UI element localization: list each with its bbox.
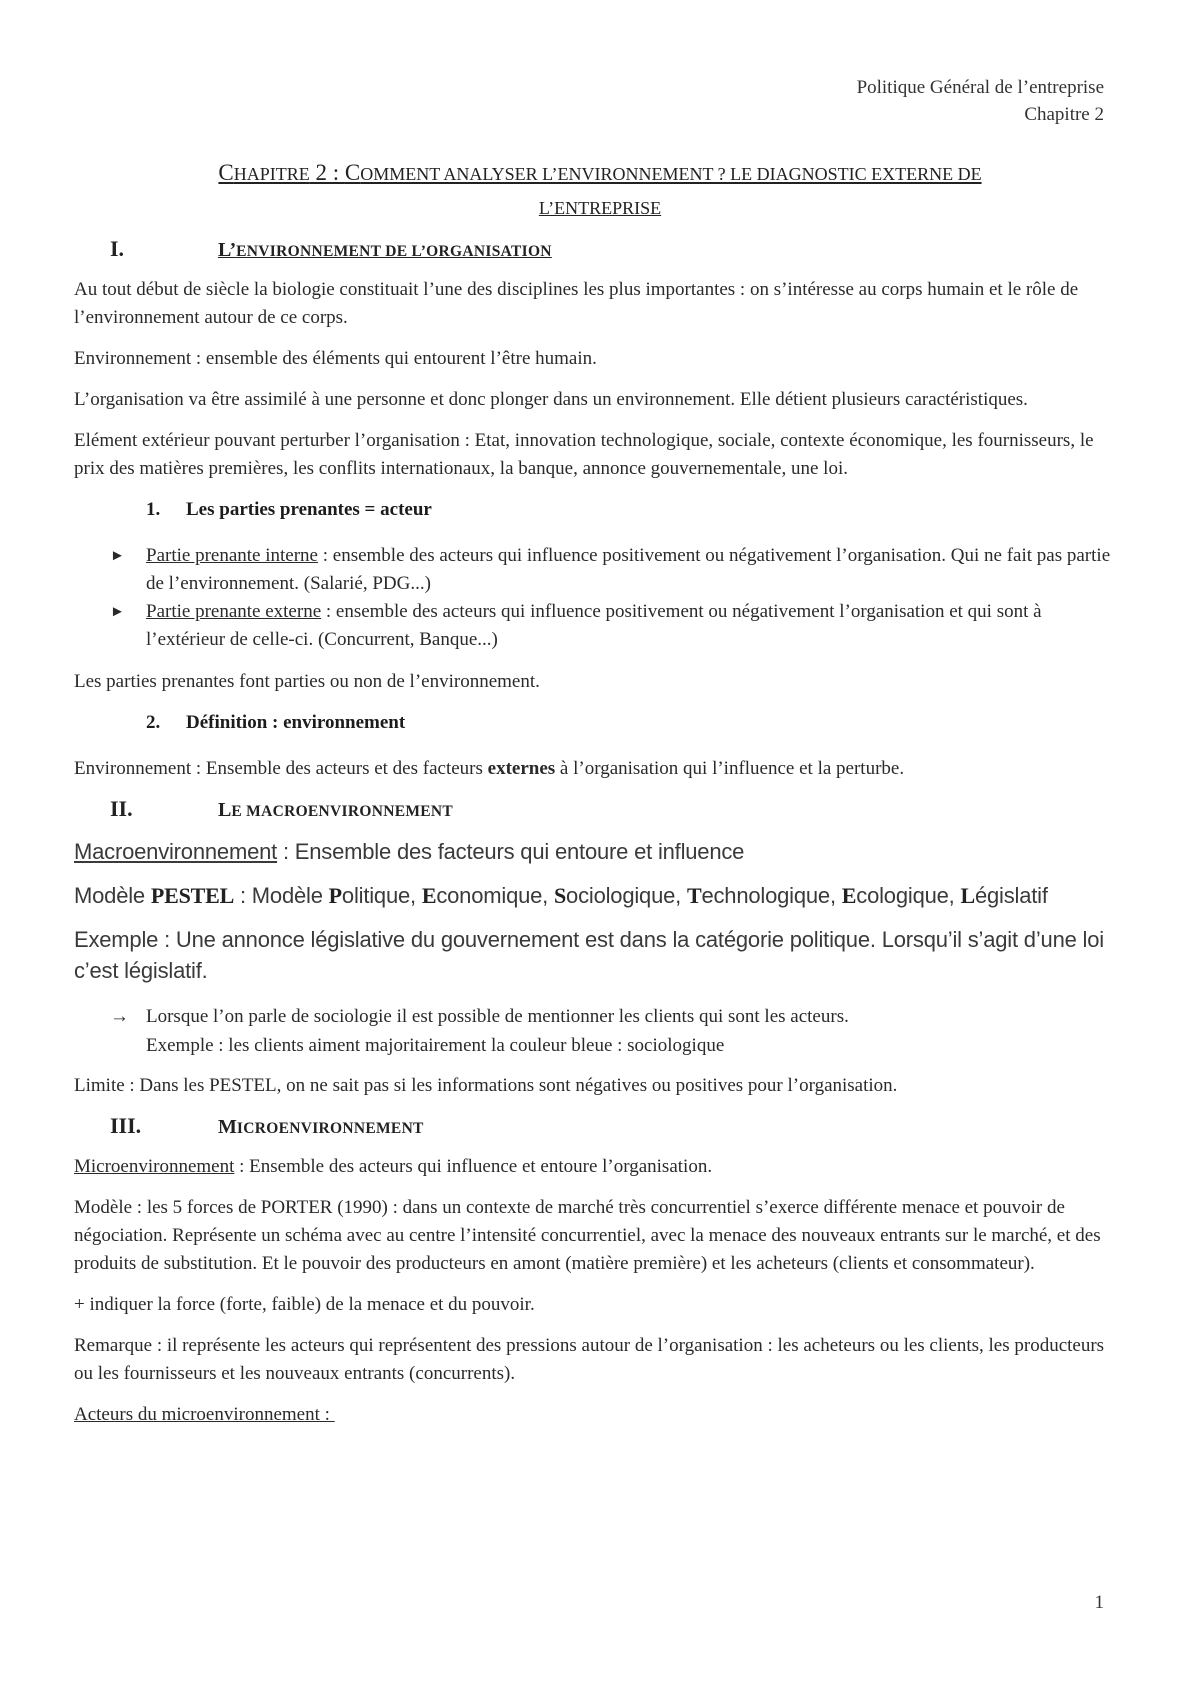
document-body: [74, 236, 1124, 1442]
section-heading-2: [74, 796, 1124, 822]
section-number: II.: [110, 796, 133, 821]
paragraph: Remarque : il représente les acteurs qui représentent des pressions autour de l’organisation : les acheteurs ou les clients, les producteurs ou les fournisseurs et les nouveaux entrants (concurrents).: [74, 1335, 1105, 1384]
paragraph: L’organisation va être assimilé à une personne et donc plonger dans un environnement. Elle détient plusieurs caractéristiques.: [74, 389, 1028, 410]
paragraph: Au tout début de siècle la biologie constituait l’une des disciplines les plus importantes : on s’intéresse au corps humain et le rôle de l’environnement autour de ce corps.: [74, 279, 1079, 328]
paragraph: Modèle : les 5 forces de PORTER (1990) : dans un contexte de marché très concurrentiel s’exerce différente menace et pouvoir de négociation. Représente un schéma avec au centre l’intensité concurrentiel, avec la menace des nouveaux entrants sur le marché, et des produits de substitution. Et le pouvoir des producteurs en amont (matière première) et les acheteurs (clients et consommateur).: [74, 1197, 1101, 1274]
section-title: LE MACROENVIRONNEMENT: [218, 799, 454, 821]
chapter-title: [74, 156, 1126, 225]
paragraph: Limite : Dans les PESTEL, on ne sait pas si les informations sont négatives ou positives pour l’organisation.: [74, 1075, 898, 1096]
triangle-bullet-icon: ►: [110, 548, 125, 564]
pestel-line: Modèle PESTEL : Modèle Politique, Economique, Sociologique, Technologique, Ecologique, Législatif: [74, 883, 1048, 908]
arrow-note: → Lorsque l’on parle de sociologie il est possible de mentionner les clients qui sont les acteurs. Exemple : les clients aiment majoritairement la couleur bleue : sociologique: [74, 1002, 1124, 1060]
chapter-title-line2: L’ENTREPRISE: [538, 198, 662, 218]
paragraph: Microenvironnement : Ensemble des acteurs qui influence et entoure l’organisation.: [74, 1156, 713, 1177]
subsection-heading-2: 2. Définition : environnement: [146, 712, 406, 733]
subsection-heading-1: 1. Les parties prenantes = acteur: [146, 499, 432, 520]
header-course-title: Politique Général de l’entreprise: [856, 77, 1104, 98]
section-heading-3: [74, 1113, 1124, 1139]
paragraph: Acteurs du microenvironnement :: [74, 1404, 335, 1425]
paragraph: Environnement : ensemble des éléments qui entourent l’être humain.: [74, 348, 597, 369]
chapter-title-line1: CHAPITRE 2 : COMMENT ANALYSER L’ENVIRONNEMENT ? LE DIAGNOSTIC EXTERNE DE: [218, 160, 982, 185]
triangle-bullet-icon: ►: [110, 604, 125, 620]
paragraph: + indiquer la force (forte, faible) de la menace et du pouvoir.: [74, 1294, 535, 1315]
page-header: [857, 74, 1104, 128]
paragraph: Macroenvironnement : Ensemble des facteurs qui entoure et influence: [74, 839, 745, 864]
section-heading-1: [74, 236, 1124, 262]
right-arrow-icon: →: [110, 1006, 129, 1027]
page-number: 1: [1094, 1592, 1104, 1613]
list-item: ► Partie prenante externe : ensemble des acteurs qui influence positivement ou négativement l’organisation et qui sont à l’extérieur de celle-ci. (Concurrent, Banque...): [74, 598, 1124, 654]
section-title: MICROENVIRONNEMENT: [218, 1116, 424, 1138]
paragraph: Les parties prenantes font parties ou non de l’environnement.: [74, 671, 540, 692]
paragraph: Elément extérieur pouvant perturber l’organisation : Etat, innovation technologique, sociale, contexte économique, les fournisseurs, le prix des matières premières, les conflits internationaux, la banque, annonce gouvernementale, une loi.: [74, 430, 1094, 479]
list-item: ► Partie prenante interne : ensemble des acteurs qui influence positivement ou négativement l’organisation. Qui ne fait pas partie de l’environnement. (Salarié, PDG...): [74, 542, 1124, 598]
paragraph: Exemple : Une annonce législative du gouvernement est dans la catégorie politique. Lorsqu’il s’agit d’une loi c’est législatif.: [74, 927, 1104, 983]
section-title: L’ENVIRONNEMENT DE L’ORGANISATION: [218, 239, 552, 261]
paragraph: Environnement : Ensemble des acteurs et des facteurs externes à l’organisation qui l’influence et la perturbe.: [74, 758, 905, 779]
section-number: I.: [110, 236, 125, 261]
bullet-list: [74, 542, 1124, 654]
header-chapter: Chapitre 2: [1024, 104, 1104, 125]
section-number: III.: [110, 1113, 142, 1138]
